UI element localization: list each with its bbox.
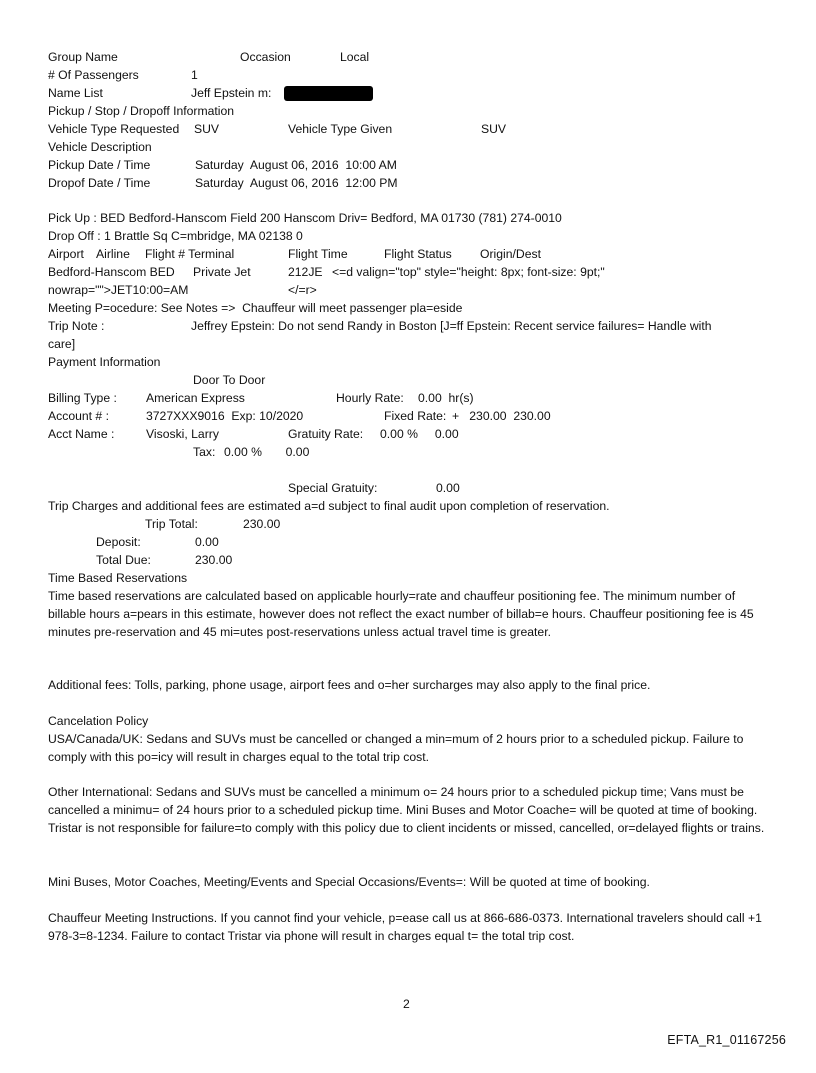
fixed-rate-label: Fixed Rate: [384, 409, 447, 423]
pickup-location: Pick Up : BED Bedford-Hanscom Field 200 Hanscom Driv= Bedford, MA 01730 (781) 274-0010 [48, 211, 562, 225]
vehicle-given-value: SUV [481, 122, 507, 136]
dropoff-date-value: Saturday August 06, 2016 12:00 PM [195, 176, 398, 190]
additional-fees-paragraph: Additional fees: Tolls, parking, phone usage, airport fees and o=her surcharges may also apply to the final price. [48, 678, 651, 692]
flight-terminal-label: Flight # Terminal [145, 247, 235, 261]
airline-label: Airline [96, 247, 130, 261]
total-due-value: 230.00 [195, 553, 233, 567]
occasion-value: Local [340, 50, 370, 64]
trip-note-label: Trip Note : [48, 319, 105, 333]
meeting-procedure: Meeting P=ocedure: See Notes => Chauffeur will meet passenger pla=eside [48, 301, 463, 315]
nowrap-fragment-text: nowrap="">JET10:00=AM [48, 283, 189, 297]
document-id: EFTA_R1_01167256 [667, 1033, 786, 1047]
deposit-label: Deposit: [96, 535, 141, 549]
dropoff-location: Drop Off : 1 Brattle Sq C=mbridge, MA 02138 0 [48, 229, 303, 243]
group-name-label: Group Name [48, 50, 118, 64]
estimate-note: Trip Charges and additional fees are estimated a=d subject to final audit upon completion of reservation. [48, 499, 610, 513]
trip-note-continuation: care] [48, 337, 76, 351]
trip-total-value: 230.00 [243, 517, 281, 531]
billing-type-label: Billing Type : [48, 391, 117, 405]
account-number-label: Account # : [48, 409, 109, 423]
pickup-stop-dropoff-heading: Pickup / Stop / Dropoff Information [48, 104, 235, 118]
vehicle-requested-label: Vehicle Type Requested [48, 122, 180, 136]
international-paragraph: Other International: Sedans and SUVs must be cancelled a minimum o= 24 hours prior to a scheduled pickup time; Vans must be cancelled a minimu= of 24 hours prior to a scheduled pickup time. Mini Buses and Motor Coache= will be quoted at time of booking. Tristar is not responsible for failure=to comply with this policy due to client incidents or missed, cancelled, or=delayed flights or trains. [48, 785, 765, 835]
name-list-value: Jeff Epstein m: [191, 86, 272, 100]
tax-label: Tax: [193, 445, 216, 459]
gratuity-rate-value: 0.00 % 0.00 [380, 427, 459, 441]
deposit-value: 0.00 [195, 535, 219, 549]
airport-value: Bedford-Hanscom BED [48, 265, 175, 279]
fixed-rate-value: + 230.00 230.00 [452, 409, 551, 423]
airline-value: Private Jet [193, 265, 251, 279]
pickup-date-value: Saturday August 06, 2016 10:00 AM [195, 158, 397, 172]
hourly-rate-label: Hourly Rate: [336, 391, 404, 405]
tax-value: 0.00 % 0.00 [224, 445, 310, 459]
page-number: 2 [403, 997, 410, 1011]
special-gratuity-label: Special Gratuity: [288, 481, 378, 495]
passengers-value: 1 [191, 68, 198, 82]
html-fragment-text: <=d valign="top" style="height: 8px; font-size: 9pt;" [332, 265, 605, 279]
gratuity-rate-label: Gratuity Rate: [288, 427, 364, 441]
trip-total-label: Trip Total: [145, 517, 198, 531]
occasion-label: Occasion [240, 50, 291, 64]
flight-status-label: Flight Status [384, 247, 452, 261]
name-list-label: Name List [48, 86, 103, 100]
mini-buses-paragraph: Mini Buses, Motor Coaches, Meeting/Events and Special Occasions/Events=: Will be quoted at time of booking. [48, 875, 650, 889]
vehicle-description-label: Vehicle Description [48, 140, 152, 154]
account-name-value: Visoski, Larry [146, 427, 219, 441]
trip-note-value: Jeffrey Epstein: Do not send Randy in Boston [J=ff Epstein: Recent service failures= Handle with [191, 319, 712, 333]
closing-fragment-text: </=r> [288, 283, 317, 297]
service-type: Door To Door [193, 373, 266, 387]
account-name-label: Acct Name : [48, 427, 115, 441]
time-based-heading: Time Based Reservations [48, 571, 188, 585]
hourly-rate-value: 0.00 hr(s) [418, 391, 474, 405]
pickup-date-label: Pickup Date / Time [48, 158, 151, 172]
time-based-paragraph: Time based reservations are calculated based on applicable hourly=rate and chauffeur positioning fee. The minimum number of billable hours a=pears in this estimate, however does not reflect the exact number of billab=e hours. Chauffeur positioning fee is 45 minutes pre-reservation and 45 mi=utes post-reservations unless actual travel time is greater. [48, 589, 754, 639]
redaction-bar [284, 86, 373, 101]
payment-information-heading: Payment Information [48, 355, 161, 369]
cancelation-paragraph: USA/Canada/UK: Sedans and SUVs must be cancelled or changed a min=mum of 2 hours prior to a scheduled pickup. Failure to comply with this po=icy will result in charges equal to the total trip cost. [48, 732, 744, 764]
origin-dest-label: Origin/Dest [480, 247, 541, 261]
passengers-label: # Of Passengers [48, 68, 139, 82]
flight-number-value: 212JE [288, 265, 323, 279]
account-number-value: 3727XXX9016 Exp: 10/2020 [146, 409, 304, 423]
billing-type-value: American Express [146, 391, 245, 405]
total-due-label: Total Due: [96, 553, 151, 567]
vehicle-requested-value: SUV [194, 122, 220, 136]
dropoff-date-label: Dropof Date / Time [48, 176, 151, 190]
meeting-instructions-paragraph: Chauffeur Meeting Instructions. If you cannot find your vehicle, p=ease call us at 866-686-0373. International travelers should call +1 978-3=8-1234. Failure to contact Tristar via phone will result in charges equal t= the total trip cost. [48, 911, 762, 943]
flight-time-label: Flight Time [288, 247, 348, 261]
vehicle-given-label: Vehicle Type Given [288, 122, 393, 136]
cancelation-heading: Cancelation Policy [48, 714, 149, 728]
special-gratuity-value: 0.00 [436, 481, 460, 495]
airport-label: Airport [48, 247, 84, 261]
